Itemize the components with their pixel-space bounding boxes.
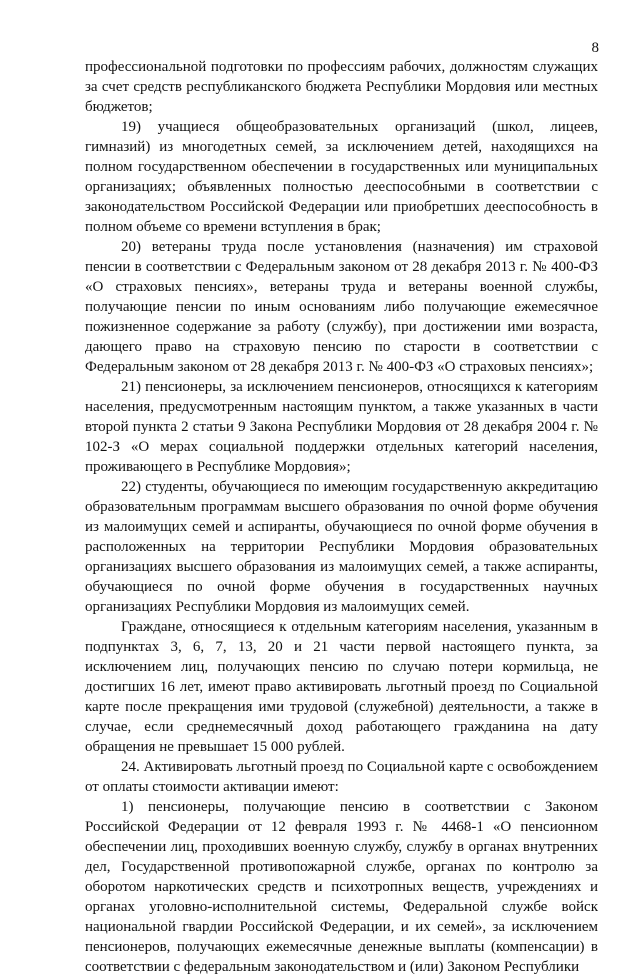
paragraph-section-24: 24. Активировать льготный проезд по Социальной карте с освобождением от оплаты стоимости активации имеют: — [85, 759, 598, 795]
paragraph-item-22: 22) студенты, обучающиеся по имеющим государственную аккредитацию образовательным программам высшего образования по очной форме обучения из малоимущих семей и аспиранты, обучающиеся по очной форме обучения в расположенных на территории Республики Мордовия образовательных организациях высшего образования из малоимущих семей, а также аспиранты, обучающиеся по очной форме обучения в государственных научных организациях Республики Мордовия из малоимущих семей. — [85, 479, 598, 615]
paragraph-continuation: профессиональной подготовки по профессиям рабочих, должностям служащих за счет средств республиканского бюджета Республики Мордовия или местных бюджетов; — [85, 59, 598, 115]
paragraph-section-24-item-1: 1) пенсионеры, получающие пенсию в соответствии с Законом Российской Федерации от 12 февраля 1993 г. № 4468-1 «О пенсионном обеспечении лиц, проходивших военную службу, службу в органах внутренних дел, Государственной противопожарной службе, органах по контролю за оборотом наркотических средств и психотропных веществ, учреждениях и органах уголовно-исполнительной системы, Федеральной службе войск национальной гвардии Российской Федерации, и их семей», за исключением пенсионеров, получающих ежемесячные денежные выплаты (компенсации) в соответствии с федеральным законодательством и (или) Законом Республики — [85, 799, 598, 975]
paragraph-item-21: 21) пенсионеры, за исключением пенсионеров, относящихся к категориям населения, предусмотренным настоящим пунктом, а также указанных в части второй пункта 2 статьи 9 Закона Республики Мордовия от 28 декабря 2004 г. № 102-З «О мерах социальной поддержки отдельных категорий населения, проживающего в Республике Мордовия»; — [85, 379, 598, 475]
document-body — [85, 57, 598, 977]
page-number: 8 — [591, 40, 599, 56]
paragraph-item-19: 19) учащиеся общеобразовательных организаций (школ, лицеев, гимназий) из многодетных семей, за исключением детей, находящихся на полном государственном обеспечении в государственных или муниципальных организациях; объявленных полностью дееспособными в соответствии с законодательством Российской Федерации или приобретших дееспособность в полном объеме со времени вступления в брак; — [85, 119, 598, 235]
paragraph-item-20: 20) ветераны труда после установления (назначения) им страховой пенсии в соответствии с Федеральным законом от 28 декабря 2013 г. № 400-ФЗ «О страховых пенсиях», ветераны труда и ветераны военной службы, получающие пенсии по иным основаниям либо получающие ежемесячное пожизненное содержание за работу (службу), при достижении ими возраста, дающего право на страховую пенсию по старости в соответствии с Федеральным законом от 28 декабря 2013 г. № 400-ФЗ «О страховых пенсиях»; — [85, 239, 598, 375]
paragraph-citizens-note: Граждане, относящиеся к отдельным категориям населения, указанным в подпунктах 3, 6, 7, 13, 20 и 21 части первой настоящего пункта, за исключением лиц, получающих пенсию по случаю потери кормильца, не достигших 16 лет, имеют право активировать льготный проезд по Социальной карте после прекращения ими трудовой (служебной) деятельности, а также в случае, если среднемесячный доход работающего гражданина на дату обращения не превышает 15 000 рублей. — [85, 619, 598, 755]
